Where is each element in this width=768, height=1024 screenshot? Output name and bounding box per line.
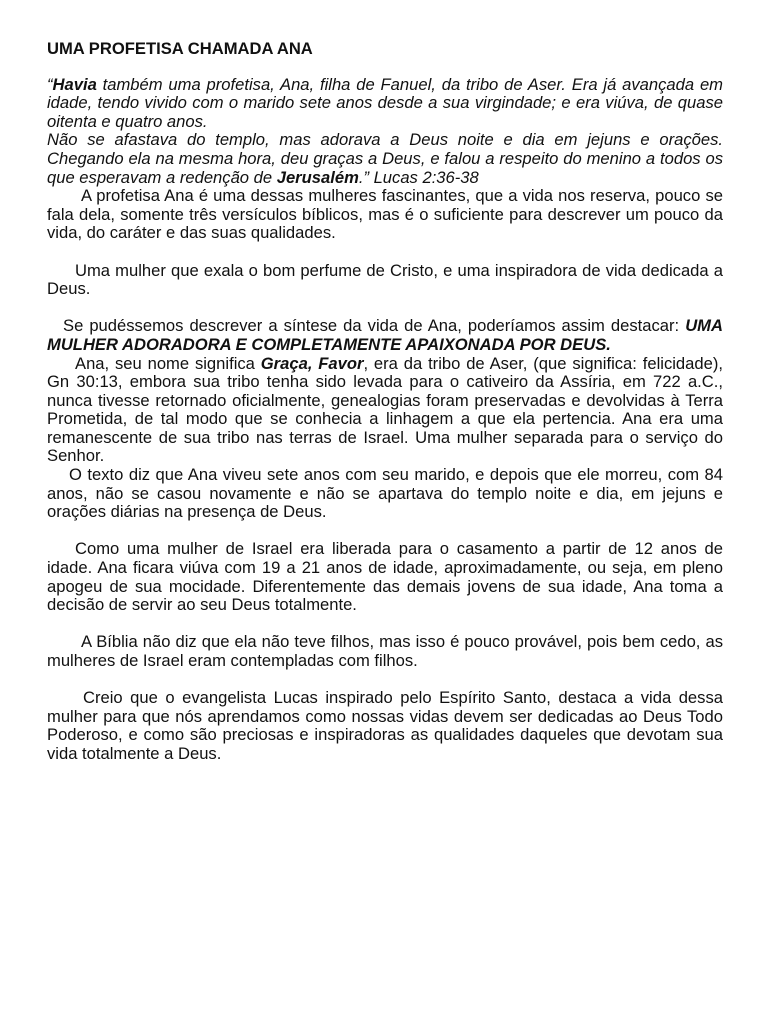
paragraph-gap xyxy=(47,299,723,318)
paragraph-gap xyxy=(47,615,723,634)
paragraph-3 xyxy=(47,317,723,354)
paragraph-gap xyxy=(47,243,723,262)
paragraph-3-emphasis: UMA MULHER ADORADORA E COMPLETAMENTE APAIXONADA POR DEUS. xyxy=(47,316,723,354)
paragraph-4-start: Ana, seu nome significa xyxy=(75,353,261,373)
paragraph-3-text: Se pudéssemos descrever a síntese da vida de Ana, poderíamos assim destacar: xyxy=(63,316,686,336)
quote-reference: Lucas 2:36-38 xyxy=(368,167,479,187)
paragraph-4-rest: , era da tribo de Aser, (que significa: felicidade), Gn 30:13, embora sua tribo tenha sido levada para o cativeiro da Assíria, em 722 a.C., nunca tivesse retornado oficialmente, genealogias foram preservadas e devolvidas à Terra Prometida, de tal modo que se conhecia a linhagem a que ela pertencia. Ana era uma remanescente de sua tribo nas terras de Israel. Uma mulher separada para o serviço do Senhor. xyxy=(47,353,723,466)
paragraph-2: Uma mulher que exala o bom perfume de Cristo, e uma inspiradora de vida dedicada a Deus. xyxy=(47,260,723,299)
paragraph-5: O texto diz que Ana viveu sete anos com seu marido, e depois que ele morreu, com 84 anos, não se casou novamente e não se apartava do templo noite e dia, em jejuns e orações diárias na presença de Deus. xyxy=(47,465,723,522)
quote-close-mark: .” xyxy=(358,167,369,187)
quote-part-1: também uma profetisa, Ana, filha de Fanuel, da tribo de Aser. Era já avançada em idade, tendo vivido com o marido sete anos desde a sua virgindade; e era viúva, de quase oitenta e quatro anos. xyxy=(47,74,723,131)
paragraph-1: A profetisa Ana é uma dessas mulheres fascinantes, que a vida nos reserva, pouco se fala dela, somente três versículos bíblicos, mas é o suficiente para descrever um pouco da vida, do caráter e das suas qualidades. xyxy=(47,186,723,243)
scripture-quote-continued xyxy=(47,131,723,187)
paragraph-4 xyxy=(47,355,723,467)
paragraph-4-emphasis: Graça, Favor xyxy=(260,353,364,373)
document-page xyxy=(47,40,723,764)
scripture-quote xyxy=(47,76,723,132)
quote-open-mark: “ xyxy=(47,74,53,94)
paragraph-8: Creio que o evangelista Lucas inspirado pelo Espírito Santo, destaca a vida dessa mulher para que nós aprendamos como nossas vidas devem ser dedicadas ao Deus Todo Poderoso, e como são preciosas e inspiradoras as qualidades daqueles que devotam sua vida totalmente a Deus. xyxy=(47,688,723,763)
quote-first-word: Havia xyxy=(52,74,97,94)
quote-jerusalem: Jerusalém xyxy=(276,167,359,187)
quote-part-2: Não se afastava do templo, mas adorava a Deus noite e dia em jejuns e orações. Chegando ela na mesma hora, deu graças a Deus, e falou a respeito do menino a todos os que esperavam a redenção de xyxy=(47,130,723,187)
paragraph-gap xyxy=(47,671,723,690)
paragraph-gap xyxy=(47,522,723,541)
document-title: UMA PROFETISA CHAMADA ANA xyxy=(47,39,313,58)
paragraph-6: Como uma mulher de Israel era liberada para o casamento a partir de 12 anos de idade. Ana ficara viúva com 19 a 21 anos de idade, aproximadamente, ou seja, em pleno apogeu de sua mocidade. Diferentemente das demais jovens de sua idade, Ana toma a decisão de servir ao seu Deus totalmente. xyxy=(47,539,723,615)
paragraph-7: A Bíblia não diz que ela não teve filhos, mas isso é pouco provável, pois bem cedo, as mulheres de Israel eram contempladas com filhos. xyxy=(47,632,723,670)
